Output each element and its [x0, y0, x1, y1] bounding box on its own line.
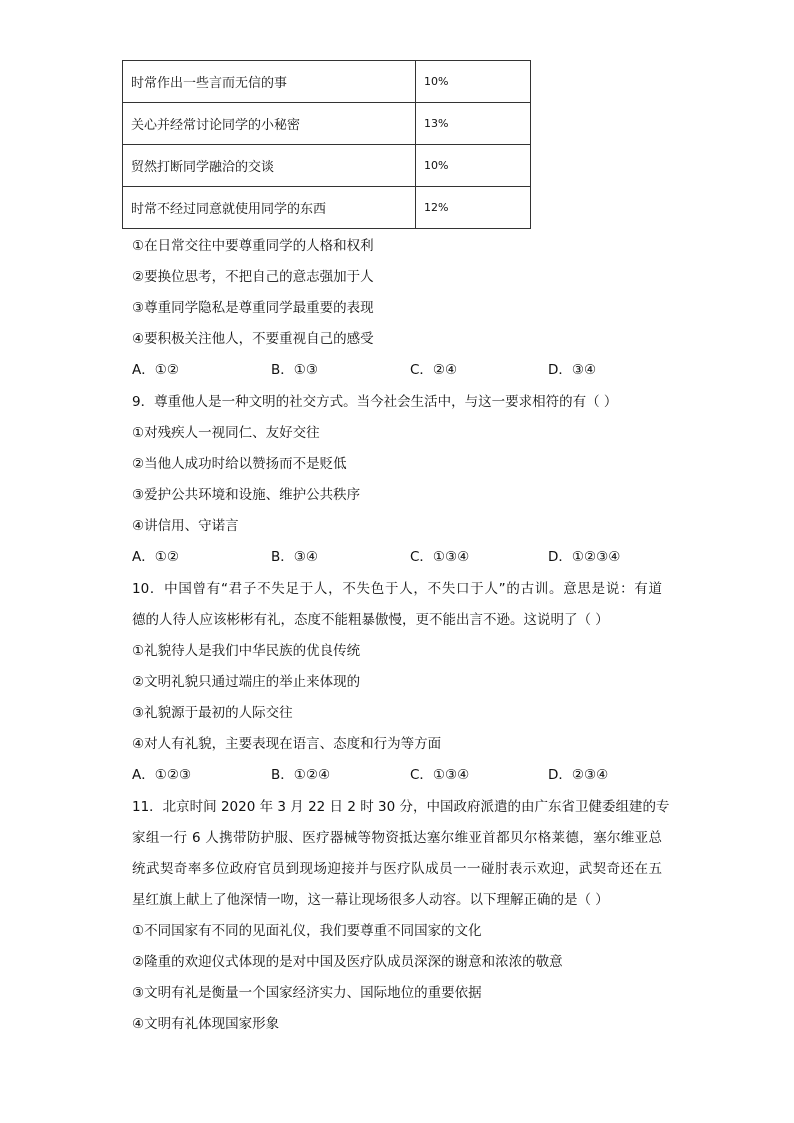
q8-statement-4: ④要积极关注他人，不要重视自己的感受: [132, 331, 374, 347]
option-b: B．①②④: [271, 767, 331, 783]
option-a: A．①②: [132, 362, 179, 378]
q10-statement-3: ③礼貌源于最初的人际交往: [132, 705, 293, 721]
q11-stem-line-4: 星红旗上献上了他深情一吻，这一幕让现场很多人动容。以下理解正确的是（ ）: [132, 892, 609, 908]
q10-statement-2: ②文明礼貌只通过端庄的举止来体现的: [132, 674, 361, 690]
q8-statement-1: ①在日常交往中要尊重同学的人格和权利: [132, 238, 374, 254]
option-d: D．③④: [548, 362, 597, 378]
q9-statement-4: ④讲信用、守诺言: [132, 518, 239, 534]
option-c: C．②④: [410, 362, 458, 378]
percent-cell: 10%: [416, 61, 531, 103]
behavior-cell: 时常不经过同意就使用同学的东西: [123, 187, 416, 229]
option-b: B．①③: [271, 362, 318, 378]
q9-statement-3: ③爱护公共环境和设施、维护公共秩序: [132, 487, 361, 503]
percent-cell: 13%: [416, 103, 531, 145]
option-d: D．①②③④: [548, 549, 621, 565]
option-b: B．③④: [271, 549, 318, 565]
behavior-cell: 关心并经常讨论同学的小秘密: [123, 103, 416, 145]
q11-statement-1: ①不同国家有不同的见面礼仪，我们要尊重不同国家的文化: [132, 923, 482, 939]
table-row: [123, 187, 531, 229]
q11-stem-line-1: 11．北京时间 2020 年 3 月 22 日 2 时 30 分，中国政府派遣的由广东省卫健委组建的专: [132, 799, 670, 815]
option-a: A．①②: [132, 549, 179, 565]
behavior-cell: 贸然打断同学融洽的交谈: [123, 145, 416, 187]
q9-stem: 9．尊重他人是一种文明的社交方式。当今社会生活中，与这一要求相符的有（ ）: [132, 394, 618, 410]
percent-cell: 10%: [416, 145, 531, 187]
q11-statement-4: ④文明有礼体现国家形象: [132, 1016, 280, 1032]
q10-statement-4: ④对人有礼貌，主要表现在语言、态度和行为等方面: [132, 736, 442, 752]
q8-options: [132, 361, 692, 379]
survey-table: [122, 60, 531, 229]
q8-statement-2: ②要换位思考，不把自己的意志强加于人: [132, 269, 374, 285]
q11-statement-2: ②隆重的欢迎仪式体现的是对中国及医疗队成员深深的谢意和浓浓的敬意: [132, 954, 563, 970]
q10-statement-1: ①礼貌待人是我们中华民族的优良传统: [132, 643, 361, 659]
q10-stem-line-1: 10．中国曾有“君子不失足于人，不失色于人，不失口于人”的古训。意思是说：有道: [132, 581, 662, 597]
option-a: A．①②③: [132, 767, 192, 783]
q10-stem-line-2: 德的人待人应该彬彬有礼，态度不能粗暴傲慢，更不能出言不逊。这说明了（ ）: [132, 612, 609, 628]
q11-stem-line-3: 统武契奇率多位政府官员到现场迎接并与医疗队成员一一碰肘表示欢迎，武契奇还在五: [132, 861, 662, 877]
percent-cell: 12%: [416, 187, 531, 229]
q10-options: [132, 766, 692, 784]
q9-statement-2: ②当他人成功时给以赞扬而不是贬低: [132, 456, 347, 472]
q9-statement-1: ①对残疾人一视同仁、友好交往: [132, 425, 320, 441]
behavior-cell: 时常作出一些言而无信的事: [123, 61, 416, 103]
q11-statement-3: ③文明有礼是衡量一个国家经济实力、国际地位的重要依据: [132, 985, 482, 1001]
option-d: D．②③④: [548, 767, 609, 783]
option-c: C．①③④: [410, 767, 470, 783]
table-row: [123, 145, 531, 187]
table-row: [123, 103, 531, 145]
table-row: [123, 61, 531, 103]
q9-options: [132, 548, 692, 566]
option-c: C．①③④: [410, 549, 470, 565]
q11-stem-line-2: 家组一行 6 人携带防护服、医疗器械等物资抵达塞尔维亚首都贝尔格莱德，塞尔维亚总: [132, 830, 662, 846]
q8-statement-3: ③尊重同学隐私是尊重同学最重要的表现: [132, 300, 374, 316]
